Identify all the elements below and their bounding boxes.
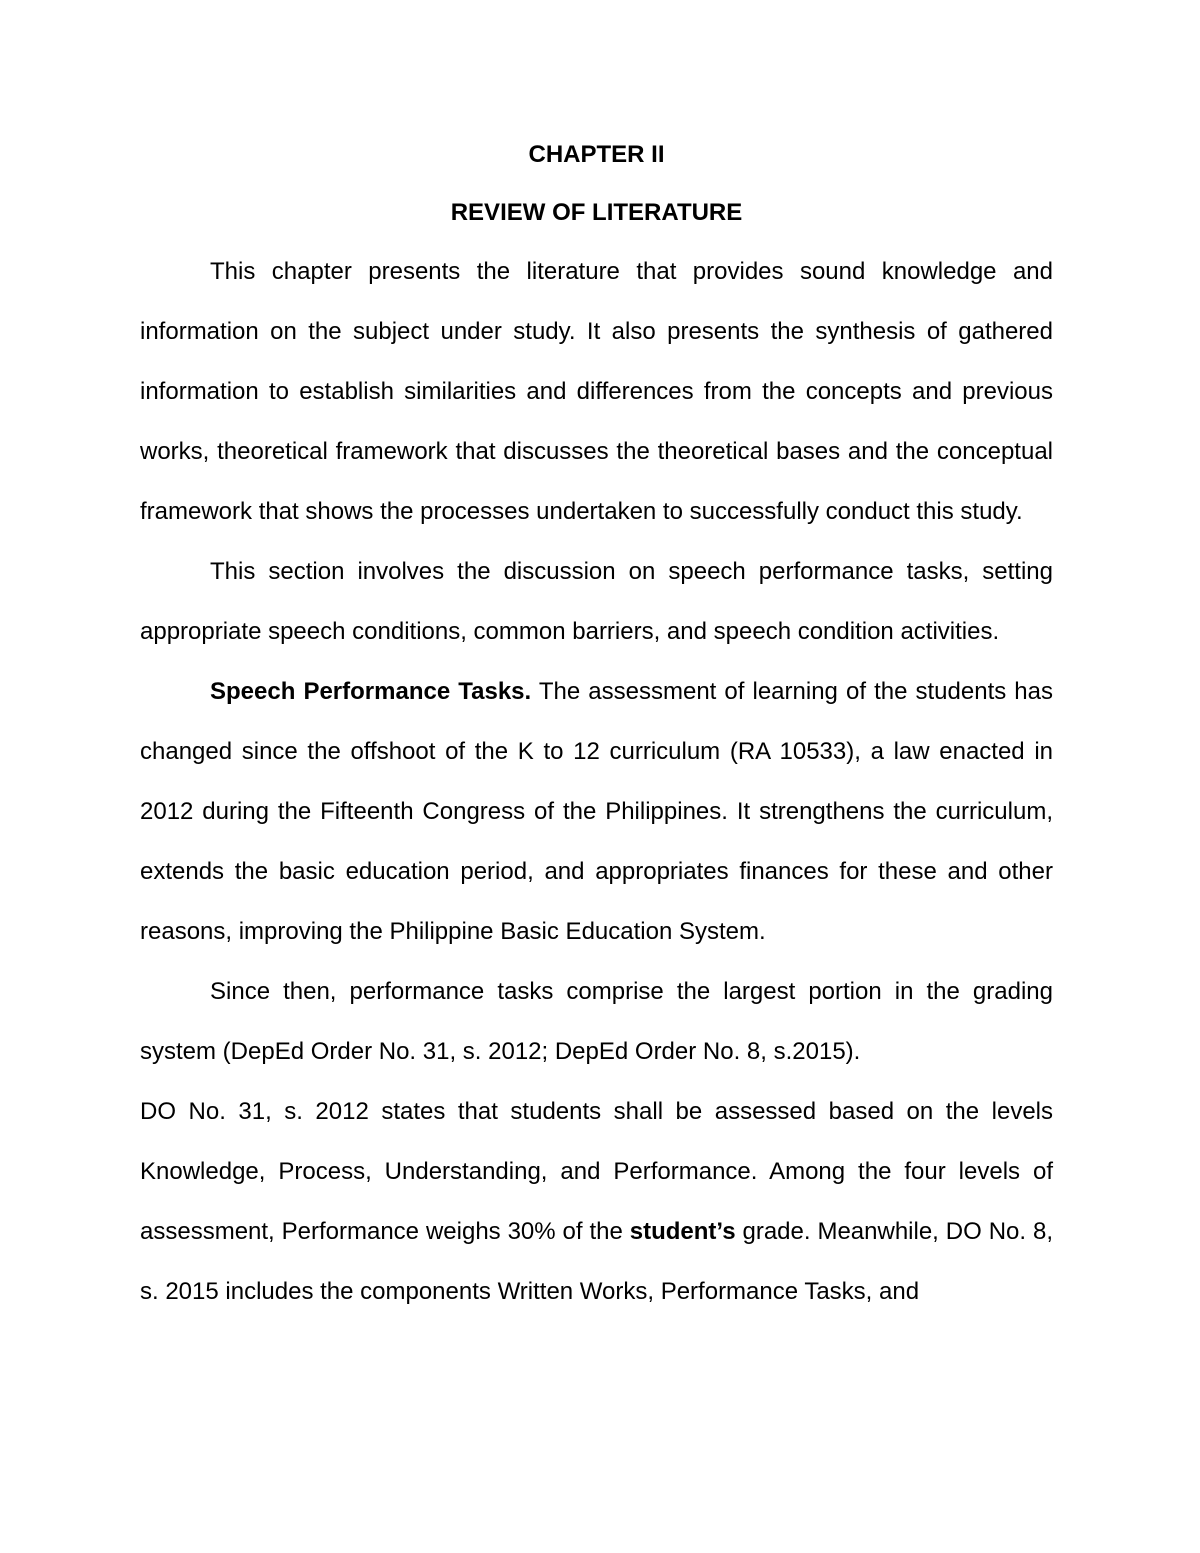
paragraph-intro: This chapter presents the literature that provides sound knowledge and information on the subject under study. It also presents the synthesis of gathered information to establish similarities and differences from the concepts and previous works, theoretical framework that discusses the theoretical bases and the conceptual framework that shows the processes undertaken to successfully conduct this study. — [140, 258, 1053, 525]
paragraph-grading-system: Since then, performance tasks comprise the largest portion in the grading system (DepEd Order No. 31, s. 2012; DepEd Order No. 8, s.2015). — [140, 978, 1053, 1065]
paragraph-deped-orders — [140, 1082, 1053, 1322]
paragraph-section-scope: This section involves the discussion on speech performance tasks, setting appropriate speech conditions, common barriers, and speech condition activities. — [140, 558, 1053, 645]
chapter-title: REVIEW OF LITERATURE — [450, 199, 743, 226]
paragraph-speech-performance-tasks — [140, 662, 1053, 962]
bold-term: student’s — [629, 1218, 736, 1245]
paragraph-body: The assessment of learning of the students has changed since the offshoot of the K to 12 curriculum (RA 10533), a law enacted in 2012 during the Fifteenth Congress of the Philippines. It strengthens the curriculum, extends the basic education period, and appropriates finances for these and other reasons, improving the Philippine Basic Education System. — [140, 678, 1054, 945]
chapter-label: CHAPTER II — [528, 141, 665, 168]
section-subheading: Speech Performance Tasks. — [210, 678, 532, 705]
paragraph-text-part2: grade. Meanwhile, DO No. 8, s. 2015 includes the components Written Works, Performance Tasks, and — [140, 1218, 1053, 1305]
document-page — [140, 140, 1053, 1322]
paragraph-text-part1: DO No. 31, s. 2012 states that students shall be assessed based on the levels Knowledge, Process, Understanding, and Performance. Among the four levels of assessment, Performance weighs 30% of the — [140, 1098, 1053, 1245]
